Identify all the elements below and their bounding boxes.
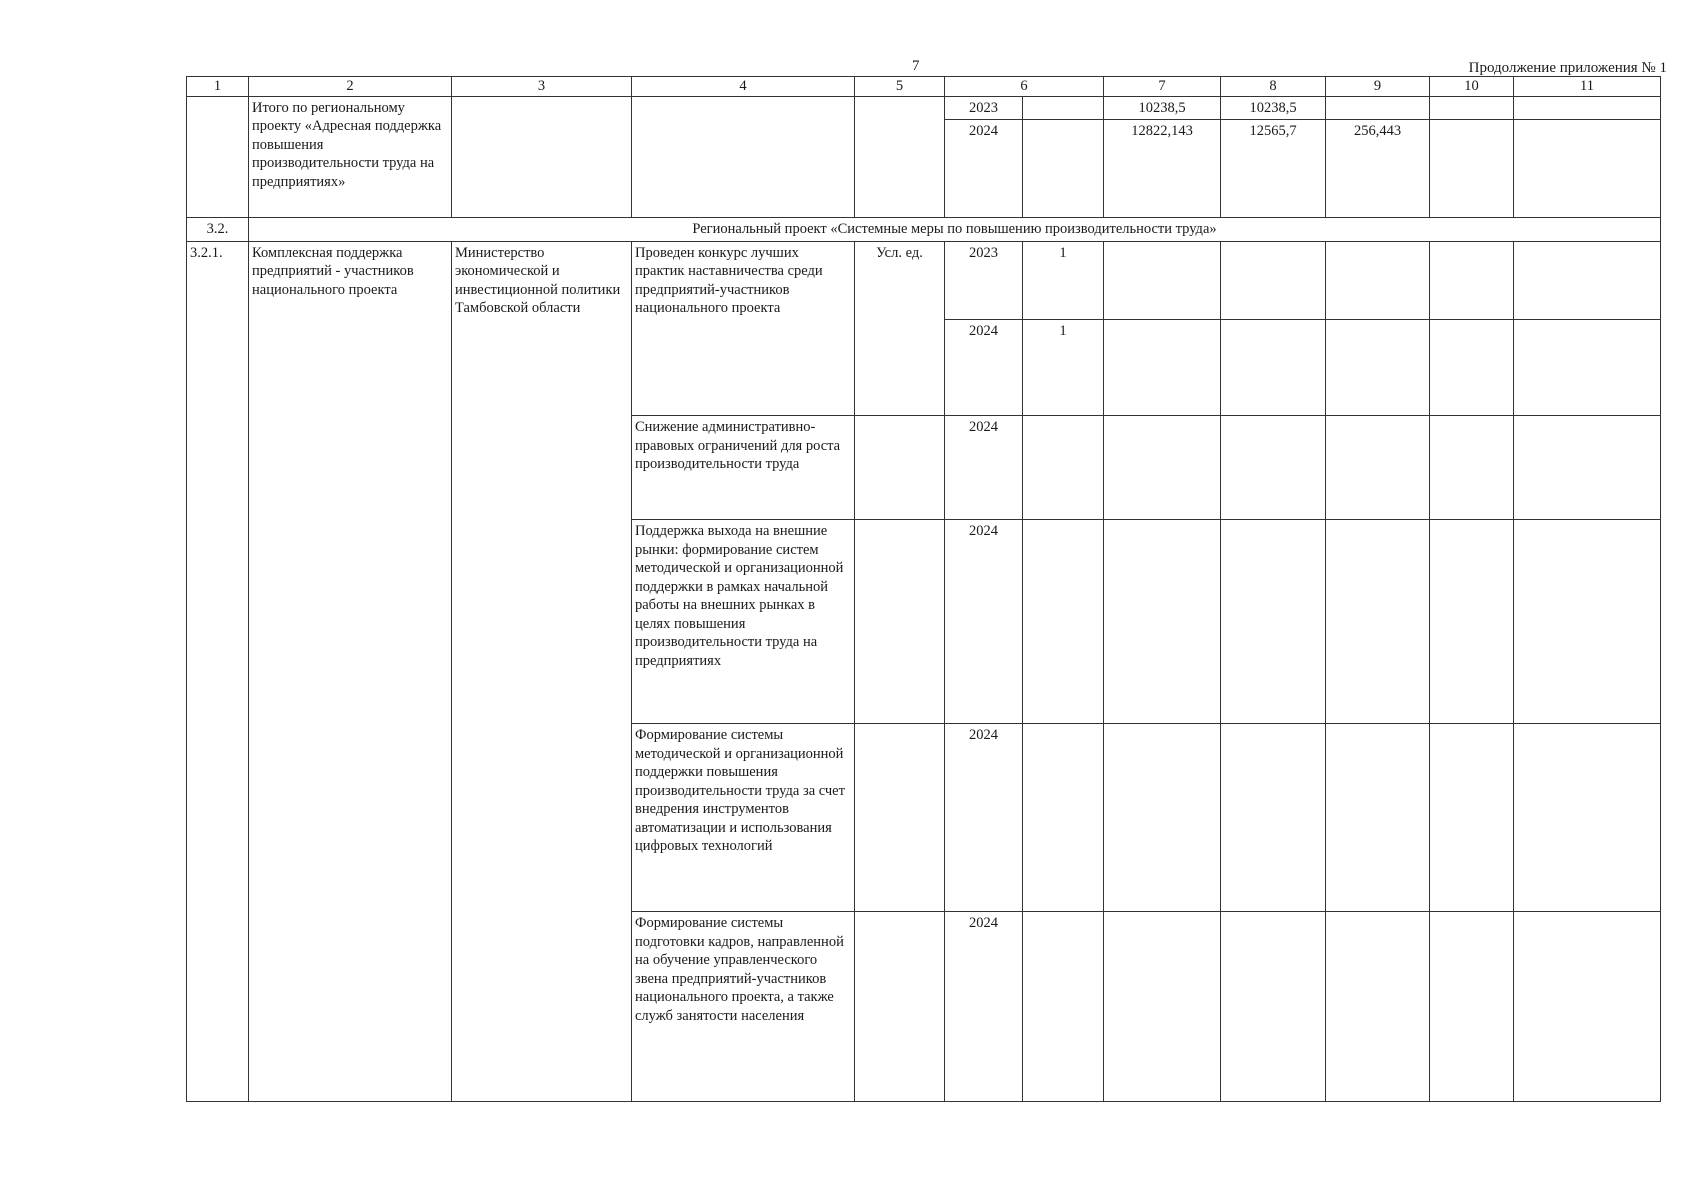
- result-text: Формирование системы методической и организационной поддержки повышения производительности труда за счет внедрения инструментов автоматизации и использования цифровых технологий: [632, 724, 855, 912]
- header-cell: 7: [1104, 77, 1221, 97]
- table-row: [187, 520, 1661, 724]
- appendix-caption: Продолжение приложения № 1: [1468, 60, 1667, 76]
- total-label: Итого по региональному проекту «Адресная поддержка повышения производительности труда на предприятиях»: [249, 96, 452, 218]
- header-cell: 6: [945, 77, 1104, 97]
- result-text: Формирование системы подготовки кадров, направленной на обучение управленческого звена предприятий-участников национального проекта, а также служб занятости населения: [632, 912, 855, 1102]
- year-cell: 2024: [945, 416, 1023, 520]
- amount-cell: 10238,5: [1104, 96, 1221, 120]
- section-row: [187, 218, 1661, 242]
- year-cell: 2024: [945, 120, 1023, 218]
- header-cell: 5: [855, 77, 945, 97]
- amount-cell: [1326, 96, 1430, 120]
- appendix-table: [186, 76, 1661, 1102]
- header-cell: 11: [1514, 77, 1661, 97]
- section-number: 3.2.: [187, 218, 249, 242]
- year-cell: 2024: [945, 520, 1023, 724]
- amount-cell: 10238,5: [1221, 96, 1326, 120]
- year-cell: 2023: [945, 241, 1023, 320]
- table-row: [187, 416, 1661, 520]
- unit-cell: [855, 724, 945, 912]
- value-cell: 1: [1023, 320, 1104, 416]
- result-text: Поддержка выхода на внешние рынки: формирование систем методической и организационной поддержки в рамках начальной работы на внешних рынках в целях повышения производительности труда на предприятиях: [632, 520, 855, 724]
- item-responsible: Министерство экономической и инвестиционной политики Тамбовской области: [452, 241, 632, 320]
- unit-cell: [855, 912, 945, 1102]
- unit-cell: Усл. ед.: [855, 241, 945, 416]
- header-cell: 8: [1221, 77, 1326, 97]
- item-number: 3.2.1.: [187, 241, 249, 320]
- item-name: Комплексная поддержка предприятий - участников национального проекта: [249, 241, 452, 320]
- table-row: [187, 96, 1661, 120]
- year-cell: 2023: [945, 96, 1023, 120]
- header-cell: 4: [632, 77, 855, 97]
- result-text: Проведен конкурс лучших практик наставничества среди предприятий-участников национального проекта: [632, 241, 855, 416]
- result-text: Снижение административно-правовых ограничений для роста производительности труда: [632, 416, 855, 520]
- section-title: Региональный проект «Системные меры по повышению производительности труда»: [249, 218, 1661, 242]
- table-row: [187, 724, 1661, 912]
- year-cell: 2024: [945, 912, 1023, 1102]
- unit-cell: [855, 520, 945, 724]
- page-number: 7: [912, 58, 920, 74]
- amount-cell: 12565,7: [1221, 120, 1326, 218]
- header-cell: 2: [249, 77, 452, 97]
- amount-cell: 12822,143: [1104, 120, 1221, 218]
- value-cell: 1: [1023, 241, 1104, 320]
- header-cell: 1: [187, 77, 249, 97]
- year-cell: 2024: [945, 320, 1023, 416]
- header-cell: 9: [1326, 77, 1430, 97]
- unit-cell: [855, 416, 945, 520]
- table-row: [187, 912, 1661, 1102]
- column-number-row: [187, 77, 1661, 97]
- header-cell: 3: [452, 77, 632, 97]
- year-cell: 2024: [945, 724, 1023, 912]
- amount-cell: 256,443: [1326, 120, 1430, 218]
- header-cell: 10: [1430, 77, 1514, 97]
- table-row: [187, 241, 1661, 320]
